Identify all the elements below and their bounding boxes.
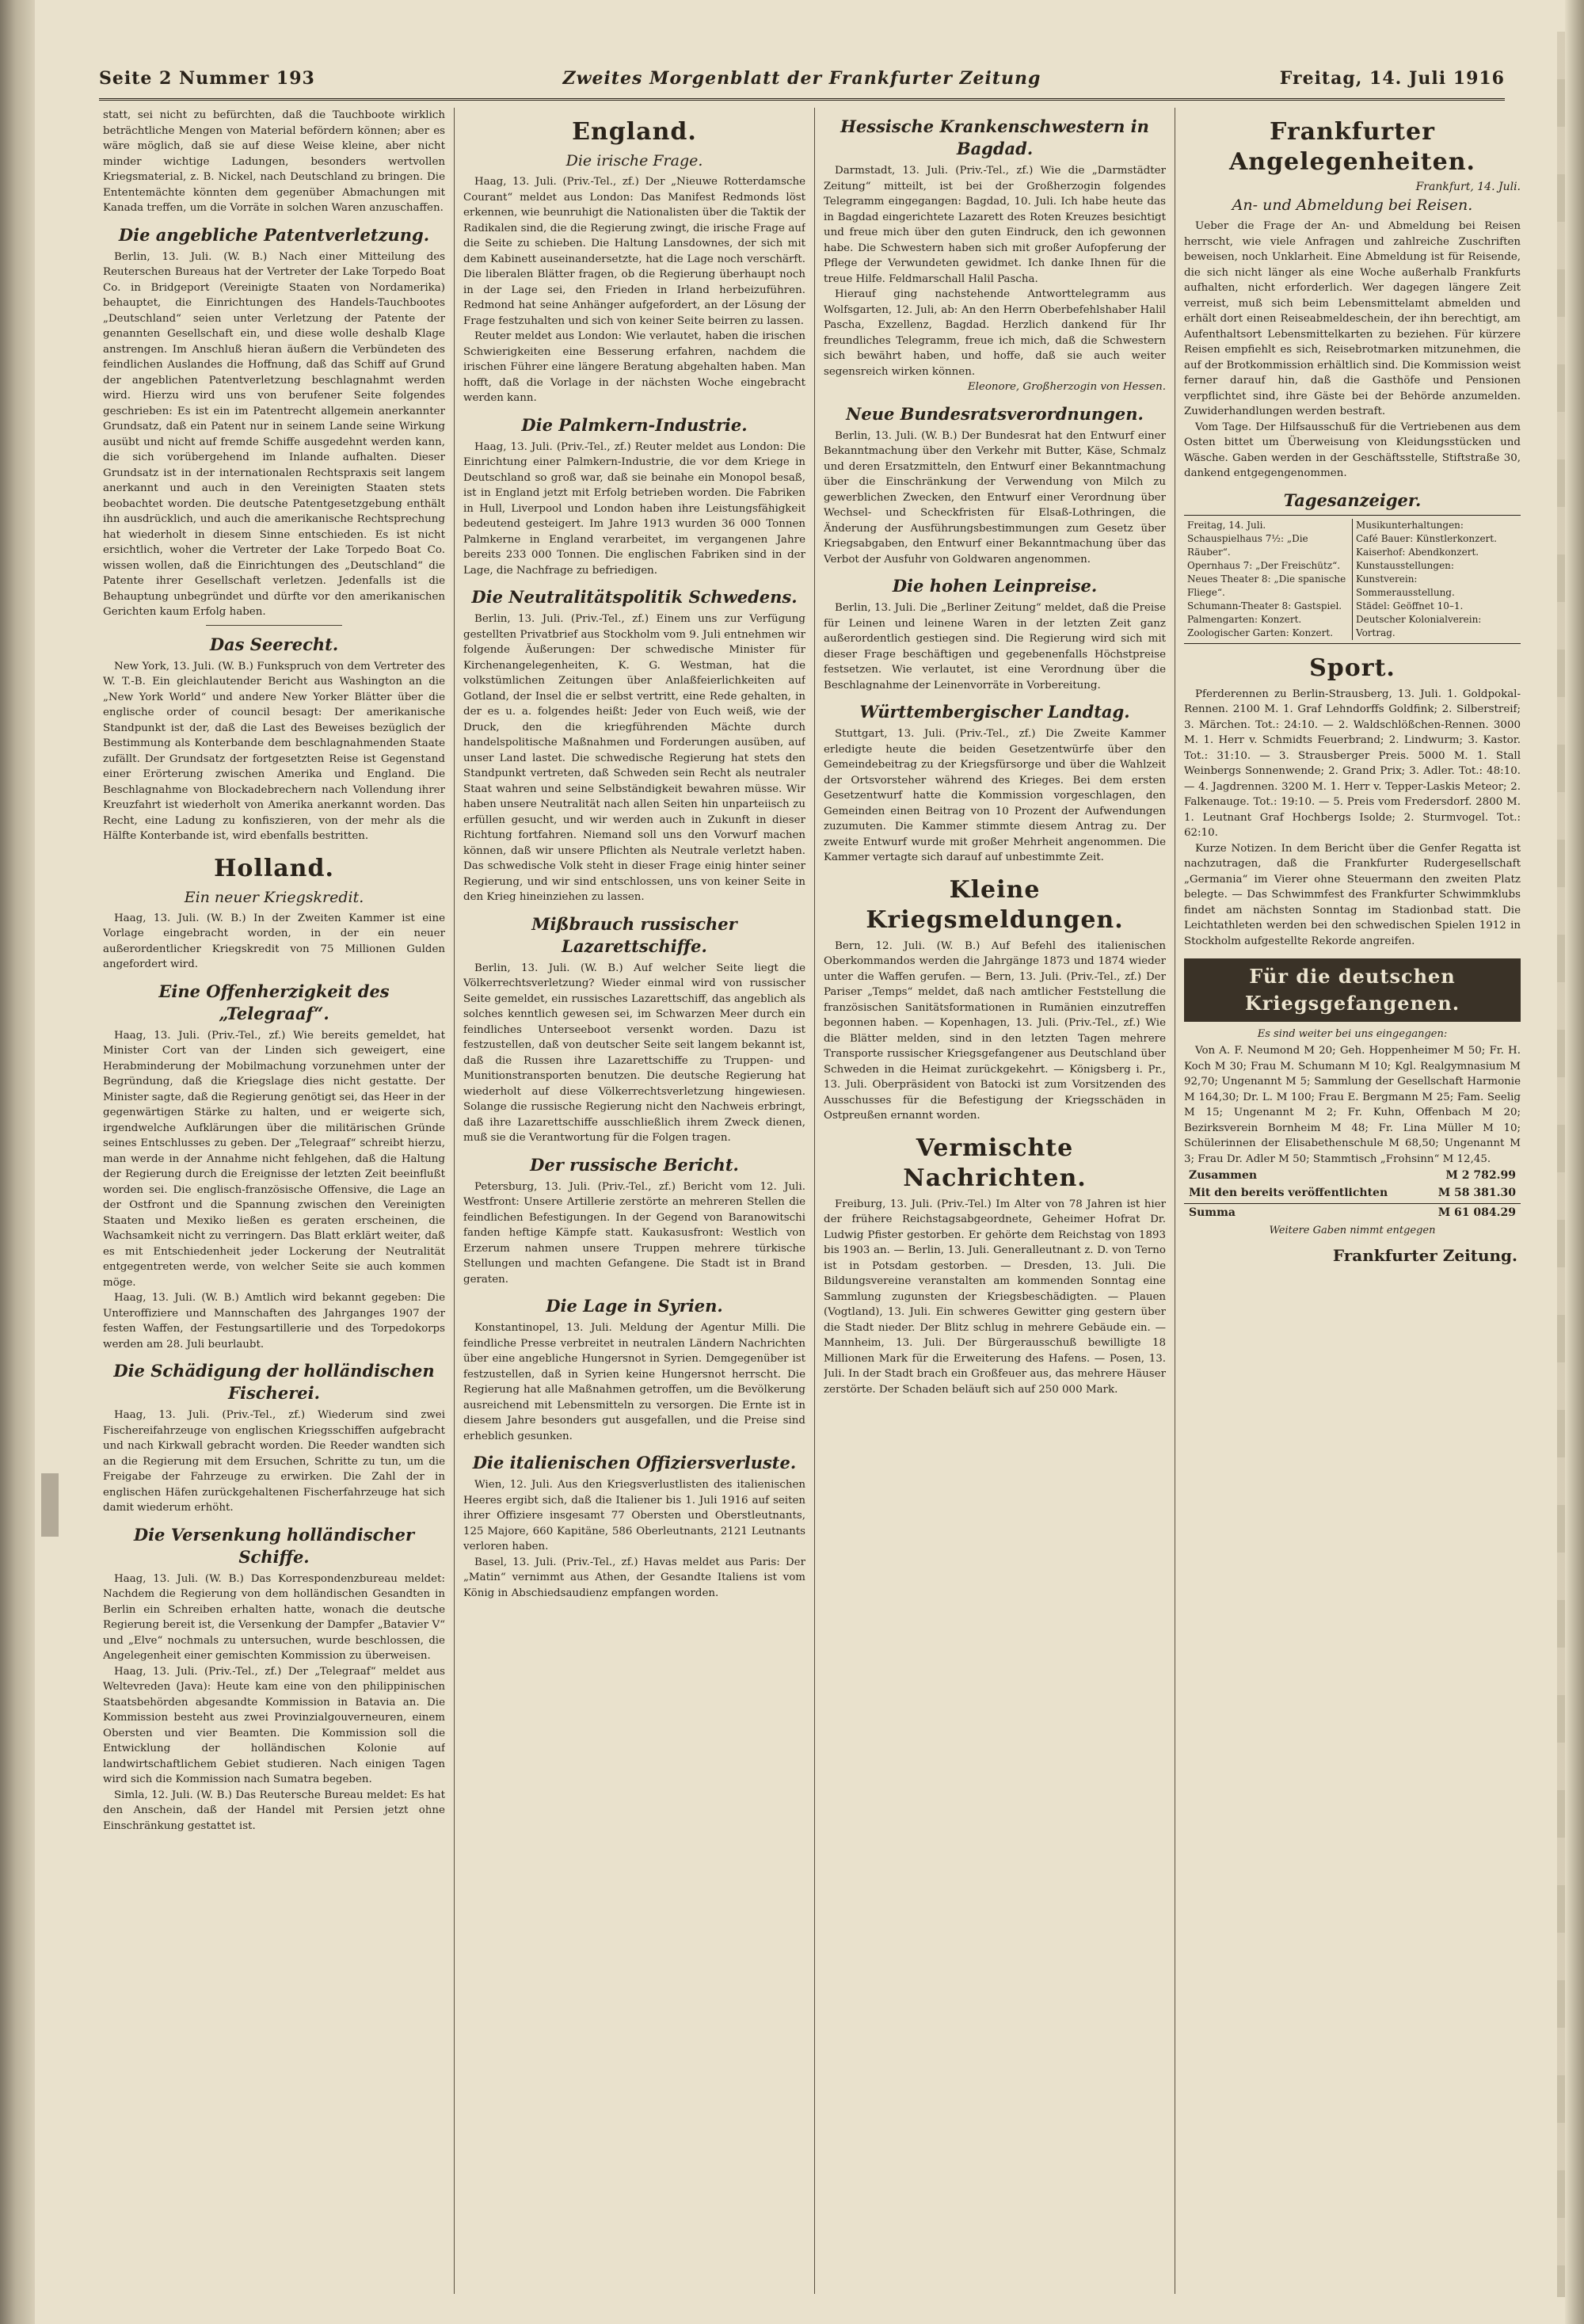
patent-heading: Die angebliche Patentverletzung.	[118, 224, 430, 245]
kriegsmeldungen-article: Bern, 12. Juli. (W. B.) Auf Befehl des italienischen Oberkommandos werden die Jahrgänge 1873 und 1874 wieder unter die Waffen gerufen. — Bern, 13. Juli. (Priv.-Tel., zf.) Der Pariser „Temps“ meldet, daß nach amtlicher Feststellung die französischen Sanitätsformationen in Rumänien einzutreffen begonnen haben. — Kopenhagen, 13. Juli. (Priv.-Tel., zf.) Wie die Blätter melden, sind in den letzten Tagen mehrere Transporte russischer Kriegsgefangener aus Deutschland über Schweden in die Heimat zurückgekehrt. — Königsberg i. Pr., 13. Juli. Oberpräsident von Batocki ist zum Vorsitzenden des Ausschusses für die Befestigung der Kriegsschäden in Ostpreußen ernannt worden.	[824, 939, 1166, 1122]
row-label: Summa	[1189, 1206, 1236, 1219]
bundesrat-article: Berlin, 13. Juli. (W. B.) Der Bundesrat hat den Entwurf einer Bekanntmachung über den Verkehr mit Butter, Käse, Schmalz und deren Ersatzmitteln, den Entwurf einer Bekanntmachung über die Einschränkung der Verwendung von Milch zu gewerblichen Zwecken, den Entwurf einer Verordnung über Wechsel- und Scheckfristen für Elsaß-Lothringen, die Änderung der Ausführungsbestimmungen zum Gesetz über Kriegsabgaben, den Entwurf einer Bekanntmachung über das Verbot der Ausfuhr von Goldwaren angenommen.	[824, 429, 1166, 566]
holland-heading: Holland.	[214, 854, 334, 882]
kriegsmeldungen-heading: Kleine Kriegsmeldungen.	[866, 875, 1124, 934]
irische-frage-subheading: Die irische Frage.	[565, 152, 703, 170]
an-abmeldung-subheading: An- und Abmeldung bei Reisen.	[1232, 196, 1473, 214]
bagdad-reply: Hierauf ging nachstehende Antworttelegramm aus Wolfsgarten, 12. Juli, ab: An den Herrn Oberbefehlshaber Halil Pascha, Exzellenz, Bagdad. Herzlich dankend für Ihr freundliches Telegramm, freue ich mich, daß die Schwestern sich bewährt haben, und hoffe, daß sie auch weiter segensreich wirken können.	[824, 288, 1166, 378]
tagesanzeiger-heading: Tagesanzeiger.	[1283, 490, 1422, 510]
syrien-article: Konstantinopel, 13. Juli. Meldung der Agentur Milli. Die feindliche Presse verbreitet in neutralen Ländern Nachrichten über eine angebliche Hungersnot in Syrien. Demgegenüber ist festzustellen, daß in Syrien keine Hungersnot herrscht. Die Regierung hat alle Maßnahmen getroffen, um die Bevölkerung ausreichend mit Lebensmitteln zu versorgen. Die Ernte ist in diesem Jahre besonders gut ausgefallen, und die Preise sind erheblich gesunken.	[463, 1322, 805, 1442]
tagesanzeiger-entry: Musikunterhaltungen:	[1356, 519, 1464, 531]
masthead	[99, 63, 1505, 101]
row-label: Zusammen	[1189, 1169, 1258, 1182]
simla-article: Simla, 12. Juli. (W. B.) Das Reutersche Bureau meldet: Es hat den Anschein, daß der Handel mit Persien jetzt ohne Einschränkung gestattet ist.	[103, 1789, 445, 1832]
irische-frage-article: Haag, 13. Juli. (Priv.-Tel., zf.) Der „Nieuwe Rotterdamsche Courant“ meldet aus London: Das Manifest Redmonds löst erkennen, wie beunruhigt die Nationalisten über die Taktik der Radikalen sind, die die Regierung zwingt, die irische Frage auf die Seite zu schieben. Die Haltung Lansdownes, der sich mit dem Kabinett auseinandersetzte, hat die Lage noch verschärft. Die liberalen Blätter fragen, ob die Regierung überhaupt noch in der Lage sei, den Frieden in Irland herbeizuführen. Redmond hat seine Anhänger aufgefordert, an der Lösung der Frage festzuhalten und sich von keiner Seite beirren zu lassen.	[463, 176, 805, 327]
issue-date: Freitag, 14. Juli 1916	[1279, 68, 1505, 89]
leinpreise-article: Berlin, 13. Juli. Die „Berliner Zeitung“ meldet, daß die Preise für Leinen und leinene Waren in der letzten Zeit ganz außerordentlich gestiegen sind. Die Regierung wird sich mit dieser Frage beschäftigen und gegebenenfalls Höchstpreise festsetzen. Wie verlautet, ist eine Verordnung über die Beschlagnahme der Leinenvorräte in Vorbereitung.	[824, 602, 1166, 691]
tagesanzeiger-left	[1184, 519, 1352, 640]
tagesanzeiger-entry: Städel: Geöffnet 10–1.	[1356, 600, 1464, 611]
bagdad-heading: Hessische Krankenschwestern in Bagdad.	[840, 116, 1149, 158]
versenkung-article: Haag, 13. Juli. (W. B.) Das Korrespondenzbureau meldet: Nachdem die Regierung von dem holländischen Gesandten in Berlin ein Schreiben erhalten hatte, wonach die deutsche Regierung bereit ist, die Versenkung der Dampfer „Batavier V“ und „Elve“ nochmals zu untersuchen, wurde beschlossen, die Angelegenheit einer gemischten Kommission zu überweisen.	[103, 1572, 445, 1662]
england-heading: England.	[572, 118, 697, 146]
row-value: M 2 782.99	[1445, 1169, 1516, 1182]
row-value: M 61 084.29	[1437, 1206, 1516, 1219]
seerecht-article: New York, 13. Juli. (W. B.) Funkspruch von dem Vertreter des W. T.-B. Ein gleichlautender Bericht aus Washington an die „New York World“ und andere New Yorker Blätter über die englische order of council besagt: Der amerikanische Standpunkt ist der, daß die Last des Beweises bezüglich der Bestimmung als Konterbande dem beschlagnahmenden Staate zufällt. Der Grundsatz der fortgesetzten Reise ist Gegenstand einer Erörterung zwischen Amerika und England. Die Beschlagnahme von Blockadebrechern nach Vollendung ihrer Kreuzfahrt ist wiederholt von Amerika anerkannt worden. Das Recht, eine Ladung zu konfiszieren, von der mehr als die Hälfte Konterbande ist, wird ebenfalls bestritten.	[103, 660, 445, 842]
telegraaf-article: Haag, 13. Juli. (Priv.-Tel., zf.) Der „Telegraaf“ meldet aus Weltevreden (Java): Heute kam eine von den philippinischen Staatsbehörden abgesandte Kommission in Batavia an. Die Kommission besteht aus zwei Provinzialgouverneuren, einem Obersten und vier Beamten. Die Kommission soll die Entwicklung der holländischen Kolonie auf landwirtschaftlichem Gebiet studieren. Nach einigen Tagen wird sich die Kommission nach Sumatra begeben.	[103, 1665, 445, 1785]
angelegenheiten-heading: Frankfurter Angelegenheiten.	[1228, 118, 1475, 176]
tagesanzeiger-entry: Freitag, 14. Juli.	[1187, 519, 1266, 531]
seerecht-heading: Das Seerecht.	[209, 634, 339, 654]
ital-verluste-article: Wien, 12. Juli. Aus den Kriegsverlustlisten des italienischen Heeres ergibt sich, daß die Italiener bis 1. Juli 1916 auf seiten ihrer Offiziere insgesamt 77 Obersten und Oberstleutnants, 125 Majore, 660 Kapitäne, 586 Oberleutnants, 2121 Leutnants verloren haben.	[463, 1479, 805, 1553]
lazarett-heading: Mißbrauch russischer Lazarettschiffe.	[531, 913, 737, 956]
kriegsgefangene-intro: Es sind weiter bei uns eingegangen:	[1257, 1028, 1448, 1040]
kurze-notizen-article: Kurze Notizen. In dem Bericht über die Genfer Regatta ist nachzutragen, daß die Frankfurter Rudergesellschaft „Germania“ im Vierer ohne Steuermann den zweiten Platz belegte. — Das Schwimmfest des Frankfurter Schwimmklubs findet am nächsten Sonntag im Stadionbad statt. Die Leichtathleten werden bei den schwedischen Spielen 1912 in Stockholm aufgestellte Rekorde angreifen.	[1184, 842, 1521, 947]
kriegsgefangene-heading: Für die deutschen Kriegsgefangenen.	[1184, 958, 1521, 1022]
reuter-article: Reuter meldet aus London: Wie verlautet, haben die irischen Schwierigkeiten eine Besserung erfahren, nachdem die irischen Führer eine längere Beratung abgehalten haben. Man hofft, daß die Vorlage in der nächsten Woche eingebracht werden kann.	[463, 330, 805, 404]
tagesanzeiger-entry: Opernhaus 7: „Der Freischütz“.	[1187, 559, 1341, 571]
offenherzigkeit-heading: Eine Offenherzigkeit des „Telegraaf“.	[158, 981, 390, 1023]
newspaper-title: Zweites Morgenblatt der Frankfurter Zeitung	[562, 68, 1041, 89]
bundesrat-heading: Neue Bundesratsverordnungen.	[846, 403, 1144, 424]
tagesanzeiger-entry: Kaiserhof: Abendkonzert.	[1356, 546, 1479, 558]
palmkern-heading: Die Palmkern-Industrie.	[521, 414, 748, 435]
vermischte-article: Freiburg, 13. Juli. (Priv.-Tel.) Im Alter von 78 Jahren ist hier der frühere Reichstagsabgeordnete, Geheimer Hofrat Dr. Ludwig Pfister gestorben. Er gehörte dem Reichstag von 1893 bis 1903 an. — Berlin, 13. Juli. Generalleutnant z. D. von Terno ist in Potsdam gestorben. — Dresden, 13. Juli. Die Bildungsvereine veranstalten am kommenden Sonntag eine Sammlung zugunsten der Kriegsbeschädigten. — Plauen (Vogtland), 13. Juli. Ein schweres Gewitter ging gestern über die Stadt nieder. Der Blitz schlug in mehrere Gebäude ein. — Mannheim, 13. Juli. Der Bürgerausschuß bewilligte 18 Millionen Mark für die Erweiterung des Hafens. — Posen, 13. Juli. In der Stadt brach ein Großfeuer aus, das mehrere Häuser zerstörte. Der Schaden beläuft sich auf 250 000 Mark.	[824, 1198, 1166, 1396]
tagesanzeiger-entry: Neues Theater 8: „Die spanische Fliege“.	[1187, 573, 1346, 598]
column-rule	[454, 108, 455, 2294]
column-4	[1184, 108, 1521, 2294]
page-number: Seite 2 Nummer 193	[99, 68, 315, 89]
bagdad-signature: Eleonore, Großherzogin von Hessen.	[967, 381, 1166, 393]
wuerttemberg-article: Stuttgart, 13. Juli. (Priv.-Tel., zf.) Die Zweite Kammer erledigte heute die beiden Gesetzentwürfe über den Gemeindebeitrag zu der Kriegsfürsorge und über die Wahlzeit der Ortsvorsteher während des Krieges. Bei dem ersten Gesetzentwurf hatte die Kommission vorgeschlagen, den Gemeinden einen Beitrag von 10 Prozent der Aufwendungen zuzumuten. Die Kammer stimmte diesem Antrag zu. Der zweite Entwurf wurde mit großer Mehrheit angenommen. Die Kammer vertagte sich darauf auf unbestimmte Zeit.	[824, 728, 1166, 863]
row-label: Mit den bereits veröffentlichten	[1189, 1187, 1388, 1199]
tagesanzeiger-entry: Schauspielhaus 7½: „Die Räuber“.	[1187, 532, 1308, 558]
binding-mark	[41, 1473, 59, 1537]
syrien-heading: Die Lage in Syrien.	[546, 1296, 723, 1316]
tagesanzeiger-entry: Deutscher Kolonialverein: Vortrag.	[1356, 613, 1482, 638]
fischerei-article: Haag, 13. Juli. (Priv.-Tel., zf.) Wiederum sind zwei Fischereifahrzeuge von englischen Kriegsschiffen aufgebracht und nach Kirkwall gebracht worden. Die Reeder wandten sich an die Regierung mit dem Ersuchen, Schritte zu tun, um die Freigabe der Fahrzeuge zu erwirken. Die Zahl der in englischen Häfen zurückgehaltenen Fischerfahrzeuge hat sich damit wiederum erhöht.	[103, 1409, 445, 1514]
russ-bericht-heading: Der russische Bericht.	[530, 1154, 739, 1175]
leinpreise-heading: Die hohen Leinpreise.	[892, 576, 1098, 596]
an-abmeldung-article: Ueber die Frage der An- und Abmeldung bei Reisen herrscht, wie viele Anfragen und zahlreiche Zuschriften beweisen, noch Unklarheit. Eine Abmeldung ist für Reisende, die sich nicht länger als eine Woche außerhalb Frankfurts aufhalten, nicht erforderlich. Wer dagegen längere Zeit verreist, muß sich beim Lebensmittelamt abmelden und erhält dort einen Reiseabmeldeschein, der ihn berechtigt, am Aufenthaltsort Lebensmittelkarten zu beziehen. Für kürzere Reisen empfiehlt es sich, Reisebrotmarken mitzunehmen, die auf der Brotkommission erhältlich sind. Die Kommission weist ferner darauf hin, daß die Gasthöfe und Pensionen verpflichtet sind, ihre Gäste bei der Behörde anzumelden. Zuwiderhandlungen werden bestraft.	[1184, 220, 1521, 417]
kriegskredit-article: Haag, 13. Juli. (W. B.) In der Zweiten Kammer ist eine Vorlage eingebracht worden, in der ein neuer außerordentlicher Kriegskredit von 75 Millionen Gulden angefordert wird.	[103, 912, 445, 970]
closing-intro: Weitere Gaben nimmt entgegen	[1269, 1225, 1436, 1236]
schweden-article: Berlin, 13. Juli. (Priv.-Tel., zf.) Einem uns zur Verfügung gestellten Privatbrief aus Stockholm vom 9. Juli entnehmen wir folgende Äußerungen: Der schwedische Minister für Kirchenangelegenheiten, K. G. Westman, hat die volkstümlichen Zeitungen über Anlaßfeierlichkeiten auf Gotland, der Insel die er selbst vertritt, eine Rede gehalten, in der es u. a. folgendes heißt: Jeder von Euch weiß, wie der Druck, den die kriegführenden Mächte durch handelspolitische Maßnahmen und Forderungen ausüben, auf unser Land lastet. Die schwedische Regierung hat stets den Standpunkt vertreten, daß Schweden sein Recht als neutraler Staat wahren und seine Selbständigkeit bewahren müsse. Wir haben unsere Neutralität nach allen Seiten hin unparteiisch zu erfüllen gesucht, und wir werden auch in Zukunft in dieser Richtung fortfahren. Niemand soll uns den Vorwurf machen können, daß wir unsere Pflichten als Neutrale verletzt haben. Das schwedische Volk steht in dieser Frage einig hinter seiner Regierung, und wir sind entschlossen, uns von keiner Seite in den Krieg hineinziehen zu lassen.	[463, 613, 805, 903]
column-1	[103, 108, 445, 2294]
ital-verluste-heading: Die italienischen Offiziersverluste.	[472, 1453, 797, 1473]
lead-text: statt, sei nicht zu befürchten, daß die Tauchboote wirklich beträchtliche Mengen von Material befördern können; aber es wäre möglich, daß sie auf diese Weise kleine, aber nicht minder wichtige Ladungen, besonders wertvollen Kriegsmaterial, z. B. Nickel, nach Deutschland zu bringen. Die Ententemächte könnten dem gegenüber Abmachungen mit Kanada treffen, um die Vorräte in solchen Waren anzuschaffen.	[103, 109, 445, 214]
hilfsausschuss-article: Vom Tage. Der Hilfsausschuß für die Vertriebenen aus dem Osten bittet um Überweisung von Kleidungsstücken und Wäsche. Gaben werden in der Geschäftsstelle, Stiftstraße 30, dankend entgegengenommen.	[1184, 421, 1521, 479]
lazarett-article: Berlin, 13. Juli. (W. B.) Auf welcher Seite liegt die Völkerrechtsverletzung? Wieder einmal wird von russischer Seite gemeldet, ein russisches Lazarettschiff, das angeblich als solches kenntlich gewesen sei, im Schwarzen Meer durch ein feindliches Unterseeboot versenkt worden. Dazu ist festzustellen, daß von deutscher Seite seit langem bekannt ist, daß die Russen ihre Lazarettschiffe zu Truppen- und Munitionstransporten benutzen. Die deutsche Regierung hat wiederholt auf diese Völkerrechtsverletzung hingewiesen. Solange die russische Regierung nicht den Nachweis erbringt, daß ihre Lazarettschiffe ausschließlich ihrem Zweck dienen, muß sie die Verantwortung für die Folgen tragen.	[463, 962, 805, 1144]
divider	[206, 625, 343, 626]
column-3	[824, 108, 1166, 2294]
vermischte-heading: Vermischte Nachrichten.	[903, 1133, 1087, 1192]
closing-signature: Frankfurter Zeitung.	[1332, 1246, 1517, 1265]
versenkung-heading: Die Versenkung holländischer Schiffe.	[133, 1524, 415, 1567]
tagesanzeiger-entry: Zoologischer Garten: Konzert.	[1187, 627, 1334, 638]
tagesanzeiger-entry: Palmengarten: Konzert.	[1187, 613, 1302, 625]
tagesanzeiger-box	[1184, 515, 1521, 644]
column-rule	[814, 108, 815, 2294]
tagesanzeiger-entry: Café Bauer: Künstlerkonzert.	[1356, 532, 1497, 544]
book-binding-shadow	[0, 0, 35, 2324]
kriegskredit-subheading: Ein neuer Kriegskredit.	[184, 888, 364, 906]
kriegsgefangene-donations: Von A. F. Neumond M 20; Geh. Hoppenheimer M 50; Fr. H. Koch M 30; Frau M. Schumann M 10; Kgl. Realgymnasium M 92,70; Ungenannt M 5; Sammlung der Gesellschaft Harmonie M 164,30; Dr. L. M 100; Frau E. Bergmann M 25; Fam. Seelig M 15; Ungenannt M 2; Fr. Kuhn, Offenbach M 20; Bezirksverein Bornheim M 48; Fr. Lina Müller M 10; Schülerinnen der Elisabethenschule M 68,50; Ungenannt M 3; Frau Dr. Adler M 50; Stammtisch „Frohsinn“ M 12,45.	[1184, 1045, 1521, 1165]
schweden-heading: Die Neutralitätspolitik Schwedens.	[471, 587, 798, 607]
row-value: M 58 381.30	[1437, 1187, 1516, 1199]
russ-bericht-article: Petersburg, 13. Juli. (Priv.-Tel., zf.) Bericht vom 12. Juli. Westfront: Unsere Artillerie zerstörte an mehreren Stellen die feindlichen Befestigungen. In der Gegend von Baranowitschi fanden heftige Kämpfe statt. Kaukasusfront: Westlich von Erzerum nahmen unsere Truppen mehrere türkische Stellungen und machten Gefangene. Die Stadt ist in Brand geraten.	[463, 1180, 805, 1286]
tagesanzeiger-entry: Kunstverein: Sommerausstellung.	[1356, 573, 1455, 598]
donation-total-row	[1184, 1167, 1521, 1184]
tagesanzeiger-entry: Kunstausstellungen:	[1356, 559, 1454, 571]
bagdad-article: Darmstadt, 13. Juli. (Priv.-Tel., zf.) Wie die „Darmstädter Zeitung“ mitteilt, ist bei der Großherzogin folgendes Telegramm eingegangen: Bagdad, 10. Juli. Ich habe heute das in Bagdad eingerichtete Lazarett des Roten Kreuzes besichtigt und freue mich über den guten Eindruck, den ich gewonnen habe. Die Schwestern haben sich mit großer Aufopferung der Pflege der Verwundeten gewidmet. Ich danke Ihnen für die treue Hilfe. Feldmarschall Halil Pascha.	[824, 165, 1166, 285]
fischerei-heading: Die Schädigung der holländischen Fischerei.	[113, 1361, 435, 1403]
column-2	[463, 108, 805, 2294]
donation-total-row	[1184, 1184, 1521, 1202]
page-right-edge	[1565, 0, 1584, 2324]
sport-article: Pferderennen zu Berlin-Strausberg, 13. Juli. 1. Goldpokal-Rennen. 2100 M. 1. Graf Lehndorffs Goldfink; 2. Silberstreif; 3. Märchen. Tot.: 24:10. — 2. Waldschlößchen-Rennen. 3000 M. 1. Herr v. Schmidts Feuerbrand; 2. Lindwurm; 3. Kastor. Tot.: 31:10. — 3. Strausberger Preis. 5000 M. 1. Stall Weinbergs Sonnenwende; 2. Grand Prix; 3. Adler. Tot.: 48:10. — 4. Jagdrennen. 3200 M. 1. Herr v. Tepper-Laskis Meteor; 2. Falkenauge. Tot.: 19:10. — 5. Preis vom Fredersdorf. 2800 M. 1. Leutnant Graf Hochbergs Isolde; 2. Sturmvogel. Tot.: 62:10.	[1184, 688, 1521, 839]
palmkern-article: Haag, 13. Juli. (Priv.-Tel., zf.) Reuter meldet aus London: Die Einrichtung einer Palmkern-Industrie, die vor dem Kriege in Deutschland so groß war, daß sie beinahe ein Monopol besaß, ist in England jetzt mit Erfolg betrieben worden. Die Fabriken in Hull, Liverpool und London haben ihre Leistungsfähigkeit bedeutend gesteigert. Im Jahre 1913 wurden 36 000 Tonnen Palmkerne in England verarbeitet, im vergangenen Jahre bereits 233 000 Tonnen. Die englischen Fabriken sind in der Lage, die Nachfrage zu befriedigen.	[463, 440, 805, 577]
wuerttemberg-heading: Württembergischer Landtag.	[859, 702, 1130, 722]
tagesanzeiger-entry: Schumann-Theater 8: Gastspiel.	[1187, 600, 1342, 611]
sport-heading: Sport.	[1309, 653, 1396, 682]
donation-sum-row	[1184, 1203, 1521, 1221]
dateline: Frankfurt, 14. Juli.	[1415, 181, 1521, 193]
page-edge-tabs	[1557, 32, 1565, 2297]
patent-article: Berlin, 13. Juli. (W. B.) Nach einer Mitteilung des Reuterschen Bureaus hat der Vertreter der Lake Torpedo Boat Co. in Bridgeport (Vereinigte Staaten von Nordamerika) behauptet, die Einrichtungen des Handels-Tauchbootes „Deutschland“ seien unter Verletzung der Patente der genannten Gesellschaft ein, und diese wolle deshalb Klage anstrengen. Im Anschluß hieran äußern die Verbündeten des feindlichen Auslandes die Hoffnung, daß das Schiff auf Grund der angeblichen Patentverletzung beschlagnahmt werden wird. Hierzu wird uns von berufener Seite folgendes geschrieben: Es ist ein im Patentrecht allgemein anerkannter Grundsatz, daß ein Patent nur in seinem Lande seine Wirkung ausübt und nicht auf fremde Schiffe ausgedehnt werden kann, die sich vorübergehend im Inlande aufhalten. Dieser Grundsatz ist in der internationalen Rechtspraxis seit langem anerkannt und auch in den Vereinigten Staaten stets beobachtet worden. Die deutsche Patentgesetzgebung enthält ihn ausdrücklich, und auch die amerikanische Rechtsprechung hat wiederholt in diesem Sinne entschieden. Es ist nicht ersichtlich, woher die Vertreter der Lake Torpedo Boat Co. wissen wollen, daß die Einrichtungen des „Deutschland“ die Patente ihrer Gesellschaft verletzen. Jedenfalls ist die Behauptung unbegründet und dürfte vor den amerikanischen Gerichten kaum Erfolg haben.	[103, 250, 445, 618]
basel-article: Basel, 13. Juli. (Priv.-Tel., zf.) Havas meldet aus Paris: Der „Matin“ vernimmt aus Athen, der Gesandte Italiens ist vom König in Abschiedsaudienz empfangen worden.	[463, 1556, 805, 1599]
offenherzigkeit-article: Haag, 13. Juli. (Priv.-Tel., zf.) Wie bereits gemeldet, hat Minister Cort van der Linden sich geweigert, eine Herabminderung der Mobilmachung vorzunehmen unter der Begründung, daß die Kriegslage dies nicht gestatte. Der Minister sagte, daß die Regierung genötigt sei, das Heer in der gegenwärtigen Stärke zu halten, und er weigerte sich, irgendwelche Aufklärungen über die militärischen Gründe seines Entschlusses zu geben. Der „Telegraaf“ schreibt hierzu, man werde in der Annahme nicht fehlgehen, daß die Haltung der Regierung durch die Ereignisse der letzten Zeit beeinflußt worden sei. Die englisch-französische Offensive, die Lage an der Ostfront und die Spannung zwischen den Vereinigten Staaten und Mexiko ließen es geraten erscheinen, die Wachsamkeit nicht zu verringern. Das Blatt erklärt weiter, daß es mit Entschiedenheit jeder Lockerung der Neutralität entgegentreten werde, von welcher Seite sie auch kommen möge.	[103, 1029, 445, 1289]
unteroffiziere-article: Haag, 13. Juli. (W. B.) Amtlich wird bekannt gegeben: Die Unteroffiziere und Mannschaften des Jahrganges 1907 der festen Waffen, der Festungsartillerie und des Torpedokorps werden am 28. Juli beurlaubt.	[103, 1292, 445, 1351]
tagesanzeiger-right	[1352, 519, 1521, 640]
